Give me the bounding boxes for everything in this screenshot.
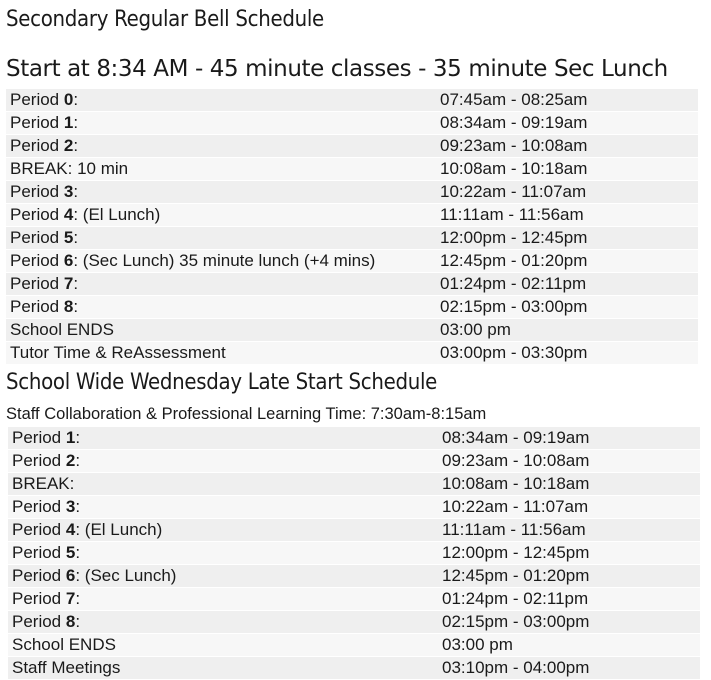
row-label [6, 89, 436, 112]
label-text: Period [12, 428, 66, 447]
label-text: Period [12, 497, 66, 516]
row-label [6, 181, 436, 204]
label-suffix: : (El Lunch) [75, 520, 163, 539]
row-time: 08:34am - 09:19am [438, 427, 700, 450]
row-time: 08:34am - 09:19am [436, 112, 698, 135]
label-suffix: : [73, 113, 79, 132]
table-row [6, 250, 698, 273]
table-row [6, 227, 698, 250]
table-row [6, 342, 698, 365]
row-label [8, 519, 438, 542]
period-number: 6 [63, 251, 74, 270]
period-number: 0 [63, 90, 74, 109]
label-text: BREAK: 10 min [10, 159, 129, 178]
label-suffix: : [73, 274, 79, 293]
row-label [6, 342, 436, 365]
label-text: Period [10, 182, 64, 201]
row-time: 10:08am - 10:18am [436, 158, 698, 181]
label-text: Period [10, 136, 64, 155]
period-number: 7 [63, 274, 74, 293]
period-number: 5 [63, 228, 74, 247]
row-time: 10:22am - 11:07am [438, 496, 700, 519]
table-row [8, 588, 700, 611]
period-number: 5 [65, 543, 76, 562]
regular-schedule-heading: Start at 8:34 AM - 45 minute classes - 35 minute Sec Lunch [6, 56, 668, 82]
period-number: 2 [63, 136, 74, 155]
row-label [6, 250, 436, 273]
row-label [6, 273, 436, 296]
row-time: 02:15pm - 03:00pm [436, 296, 698, 319]
table-row [6, 89, 698, 112]
period-number: 1 [63, 113, 74, 132]
label-suffix: : [75, 451, 81, 470]
label-text: Period [10, 205, 64, 224]
wednesday-schedule-table [8, 427, 700, 680]
row-label [8, 496, 438, 519]
row-time: 11:11am - 11:56am [436, 204, 698, 227]
row-time: 03:00pm - 03:30pm [436, 342, 698, 365]
row-time: 10:08am - 10:18am [438, 473, 700, 496]
row-label [8, 657, 438, 680]
label-suffix: : [75, 428, 81, 447]
period-number: 3 [63, 182, 74, 201]
staff-collaboration-note: Staff Collaboration & Professional Learning Time: 7:30am-8:15am [6, 405, 487, 423]
row-time: 09:23am - 10:08am [438, 450, 700, 473]
row-time: 01:24pm - 02:11pm [438, 588, 700, 611]
table-row [8, 473, 700, 496]
table-row [8, 427, 700, 450]
row-time: 11:11am - 11:56am [438, 519, 700, 542]
row-time: 03:00 pm [438, 634, 700, 657]
label-suffix: : (El Lunch) [73, 205, 161, 224]
label-suffix: : [75, 497, 81, 516]
row-label [6, 227, 436, 250]
label-text: Period [10, 90, 64, 109]
row-label [8, 611, 438, 634]
label-text: School ENDS [10, 320, 114, 339]
label-text: Period [10, 297, 64, 316]
row-time: 02:15pm - 03:00pm [438, 611, 700, 634]
period-number: 6 [65, 566, 76, 585]
label-text: Period [12, 566, 66, 585]
label-text: Period [10, 113, 64, 132]
label-suffix: : [73, 297, 79, 316]
table-row [8, 450, 700, 473]
period-number: 3 [65, 497, 76, 516]
table-row [8, 565, 700, 588]
row-time: 03:00 pm [436, 319, 698, 342]
period-number: 7 [65, 589, 76, 608]
table-row [6, 135, 698, 158]
table-row [8, 657, 700, 680]
label-suffix: : [75, 589, 81, 608]
label-suffix: : [75, 543, 81, 562]
label-text: Period [10, 228, 64, 247]
row-label [8, 565, 438, 588]
row-time: 03:10pm - 04:00pm [438, 657, 700, 680]
row-time: 01:24pm - 02:11pm [436, 273, 698, 296]
row-time: 07:45am - 08:25am [436, 89, 698, 112]
table-row [8, 542, 700, 565]
row-label [8, 427, 438, 450]
row-label [8, 542, 438, 565]
row-label [6, 135, 436, 158]
row-label [6, 296, 436, 319]
label-text: Period [12, 520, 66, 539]
table-row [8, 611, 700, 634]
label-suffix: : [73, 136, 79, 155]
label-suffix: : [73, 228, 79, 247]
table-row [8, 496, 700, 519]
label-suffix: : (Sec Lunch) [75, 566, 177, 585]
label-suffix: : [73, 90, 79, 109]
period-number: 8 [63, 297, 74, 316]
row-label [6, 204, 436, 227]
table-row [6, 158, 698, 181]
label-text: School ENDS [12, 635, 116, 654]
row-time: 12:45pm - 01:20pm [436, 250, 698, 273]
table-row [6, 204, 698, 227]
label-text: Period [10, 274, 64, 293]
row-label [8, 473, 438, 496]
label-suffix: : (Sec Lunch) 35 minute lunch (+4 mins) [73, 251, 376, 270]
period-number: 2 [65, 451, 76, 470]
table-row [8, 634, 700, 657]
row-label [6, 319, 436, 342]
row-label [8, 588, 438, 611]
label-text: Staff Meetings [12, 658, 121, 677]
wednesday-schedule-heading: School Wide Wednesday Late Start Schedule [6, 370, 438, 395]
label-text: Period [12, 451, 66, 470]
label-text: Tutor Time & ReAssessment [10, 343, 226, 362]
row-time: 12:00pm - 12:45pm [438, 542, 700, 565]
table-row [8, 519, 700, 542]
table-row [6, 112, 698, 135]
period-number: 4 [65, 520, 76, 539]
label-text: Period [12, 589, 66, 608]
table-row [6, 296, 698, 319]
table-row [6, 181, 698, 204]
label-text: Period [12, 543, 66, 562]
period-number: 8 [65, 612, 76, 631]
row-label [8, 634, 438, 657]
row-time: 12:45pm - 01:20pm [438, 565, 700, 588]
table-row [6, 273, 698, 296]
row-time: 10:22am - 11:07am [436, 181, 698, 204]
regular-schedule-table [6, 89, 698, 365]
label-text: BREAK: [12, 474, 75, 493]
row-time: 12:00pm - 12:45pm [436, 227, 698, 250]
period-number: 4 [63, 205, 74, 224]
period-number: 1 [65, 428, 76, 447]
row-label [6, 112, 436, 135]
row-label [6, 158, 436, 181]
row-time: 09:23am - 10:08am [436, 135, 698, 158]
table-row [6, 319, 698, 342]
page-title: Secondary Regular Bell Schedule [6, 7, 324, 32]
row-label [8, 450, 438, 473]
label-suffix: : [75, 612, 81, 631]
label-text: Period [12, 612, 66, 631]
label-text: Period [10, 251, 64, 270]
label-suffix: : [73, 182, 79, 201]
